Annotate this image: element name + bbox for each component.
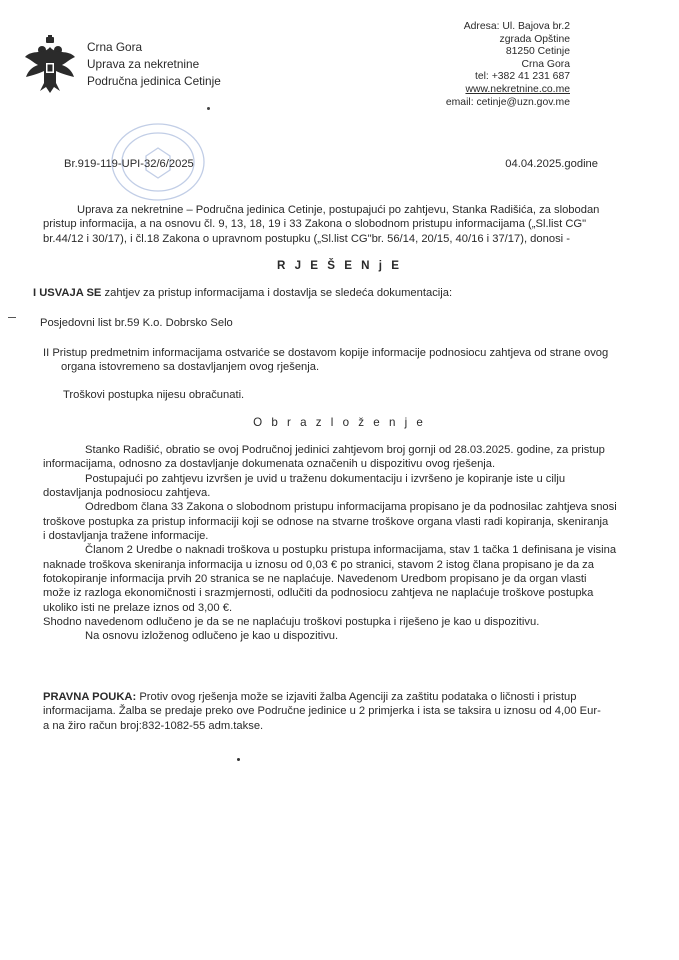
reasoning-section	[43, 443, 615, 644]
decision-point-1	[33, 286, 452, 300]
decision-point-2	[43, 346, 613, 375]
intro-line: pristup informacija, a na osnovu čl. 9, 13, 18, 19 i 33 Zakona o slobodnom pristupu informacijama („Sl.list CG"	[43, 218, 587, 231]
intro-paragraph	[43, 203, 603, 246]
reasoning-line: može iz razloga ekonomičnosti i srazmjernosti, odlučiti da podnosiocu zahtjeva ne naplaćuje troškove postupka	[43, 587, 594, 600]
ink-mark	[237, 758, 240, 761]
reasoning-line: ukoliko isti ne prelaze iznos od 3,00 €.	[43, 601, 233, 614]
reasoning-line: informacijama, odnosno za dostavljanje dokumenata označenih u dispozitivu ovog rješenja.	[43, 458, 496, 471]
document-item: Posjedovni list br.59 K.o. Dobrsko Selo	[40, 317, 233, 329]
decision-title: R J E Š E N j E	[277, 259, 402, 272]
reasoning-line: Stanko Radišić, obratio se ovoj Područnoj jedinici zahtjevom broj gornji od 28.03.2025. godine, za pristup	[85, 444, 605, 456]
reasoning-line: Shodno navedenom odlučeno je da se ne naplaćuju troškovi postupka i riješeno je kao u dispozitivu.	[43, 615, 540, 628]
address-block	[446, 21, 570, 109]
intro-line: Uprava za nekretnine – Područna jedinica Cetinje, postupajući po zahtjevu, Stanka Radišića, za slobodan	[77, 204, 600, 216]
legal-remedy	[43, 690, 615, 733]
ink-mark	[207, 107, 210, 110]
point-2-line: organa istovremeno sa dostavljanjem ovog rješenja.	[61, 361, 320, 374]
legal-remedy-line: a na žiro račun broj:832-1082-55 adm.takse.	[43, 719, 264, 732]
reasoning-line: Postupajući po zahtjevu izvršen je uvid u traženu dokumentaciju i izvršeno je kopiranje iste u cilju	[85, 472, 566, 485]
address-building: zgrada Opštine	[499, 33, 570, 45]
point-2-line: II Pristup predmetnim informacijama ostvariće se dostavom kopije informacije podnosiocu zahtjeva od strane ovog	[43, 347, 609, 359]
institution-line: Crna Gora	[87, 40, 143, 54]
legal-remedy-line: informacijama. Žalba se predaje preko ove Područne jedinice u 2 primjerka i ista se taksira u iznosu od 4,00 Eur-	[43, 705, 601, 718]
institution-name	[87, 39, 221, 90]
decision-point-1-label: I USVAJA SE	[33, 287, 102, 299]
address-email: email: cetinje@uzn.gov.me	[445, 96, 570, 108]
decision-point-1-text: zahtjev za pristup informacijama i dostavlja se sledeća dokumentacija:	[101, 287, 453, 299]
legal-remedy-line	[43, 690, 615, 704]
reasoning-line: fotokopiranje informacija prvih 20 stranica se ne naplaćuje. Navedenom Uredbom propisano je da organ vlasti	[43, 572, 587, 585]
reference-number: Br.919-119-UPI-32/6/2025	[64, 158, 194, 170]
legal-remedy-text: Protiv ovog rješenja može se izjaviti žalba Agenciji za zaštitu podataka o ličnosti i pristup	[136, 691, 577, 703]
list-dash	[8, 317, 16, 318]
address-city: 81250 Cetinje	[505, 46, 570, 58]
reasoning-line: naknade troškova skeniranja informacija u iznosu od 0,03 € po stranici, stavom 2 istog člana propisano je da za	[43, 558, 594, 571]
reasoning-line: troškove postupka za pristup informaciji koji se odnose na stvarne troškove organa vlasti radi kopiranja, skeniranja	[43, 515, 609, 528]
intro-line: br.44/12 i 30/17), i čl.18 Zakona o upravnom postupku („Sl.list CG"br. 56/14, 20/15, 40/16 i 37/17), donosi -	[43, 232, 570, 245]
montenegro-coat-of-arms-icon	[22, 35, 78, 95]
reasoning-line: Na osnovu izloženog odlučeno je kao u dispozitivu.	[85, 630, 339, 643]
address-country: Crna Gora	[521, 58, 570, 70]
reasoning-title: O b r a z l o ž e n j e	[253, 416, 426, 429]
address-website-link[interactable]: www.nekretnine.co.me	[465, 83, 570, 95]
institution-line: Područna jedinica Cetinje	[87, 74, 221, 88]
reasoning-line: Članom 2 Uredbe o naknadi troškova u postupku pristupa informacijama, stav 1 tačka 1 definisana je visina	[85, 544, 617, 557]
legal-remedy-label: PRAVNA POUKA:	[43, 691, 137, 703]
reasoning-line: Odredbom člana 33 Zakona o slobodnom pristupu informacijama propisano je da podnosilac zahtjeva snosi	[85, 501, 617, 514]
costs-note: Troškovi postupka nijesu obračunati.	[63, 389, 245, 401]
address-street: Adresa: Ul. Bajova br.2	[463, 21, 570, 32]
reasoning-line: i dostavljanja tražene informacije.	[43, 529, 209, 542]
reasoning-line: dostavljanja podnosiocu zahtjeva.	[43, 486, 211, 499]
institution-line: Uprava za nekretnine	[87, 57, 200, 71]
document-date: 04.04.2025.godine	[505, 158, 598, 170]
address-phone: tel: +382 41 231 687	[474, 71, 570, 83]
